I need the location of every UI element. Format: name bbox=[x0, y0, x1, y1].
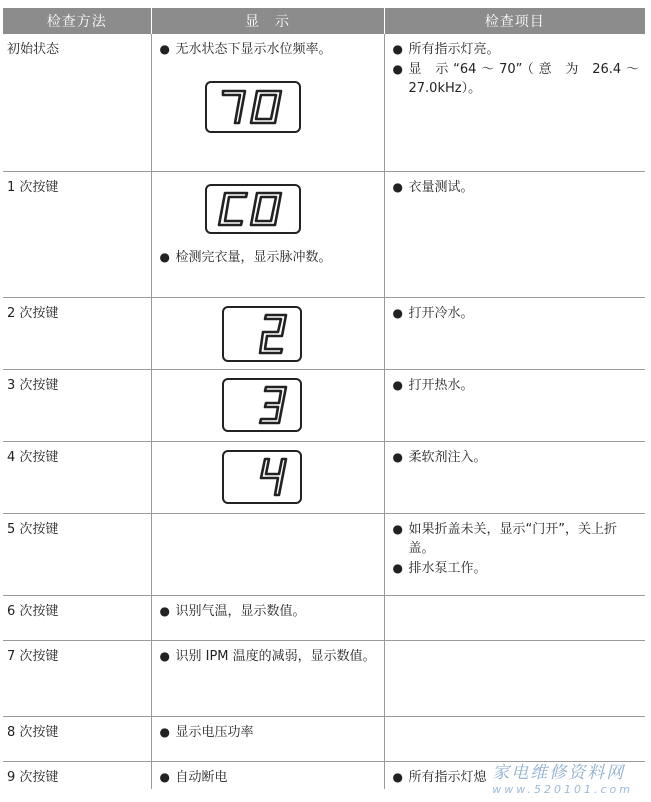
check-cell bbox=[384, 171, 645, 297]
list-item: ● 打开冷水。 bbox=[391, 304, 640, 323]
list-item: ● 显 示“64～70”（意 为 26.4～27.0kHz）。 bbox=[391, 60, 640, 98]
table-row bbox=[3, 441, 645, 513]
lcd-display bbox=[205, 81, 301, 133]
table-row bbox=[3, 513, 645, 595]
table-row bbox=[3, 297, 645, 369]
method-cell: 初始状态 bbox=[3, 34, 151, 171]
list-item: ● 识别 IPM 温度的减弱，显示数值。 bbox=[158, 647, 378, 666]
lcd-display bbox=[205, 184, 301, 234]
display-cell bbox=[151, 513, 384, 595]
list-item: ● 所有指示灯熄 bbox=[391, 768, 640, 787]
display-cell bbox=[151, 716, 384, 761]
method-cell: 4 次按键 bbox=[3, 441, 151, 513]
display-cell bbox=[151, 640, 384, 716]
method-cell: 7 次按键 bbox=[3, 640, 151, 716]
method-cell: 1 次按键 bbox=[3, 171, 151, 297]
list-item: ● 显示电压功率 bbox=[158, 723, 378, 742]
list-item: ● 无水状态下显示水位频率。 bbox=[158, 40, 378, 59]
method-cell: 6 次按键 bbox=[3, 595, 151, 640]
list-item: ● 检测完衣量，显示脉冲数。 bbox=[158, 248, 378, 267]
table-header-row bbox=[3, 8, 645, 34]
list-item: ● 所有指示灯亮。 bbox=[391, 40, 640, 59]
header-check: 检查项目 bbox=[384, 8, 645, 34]
display-cell bbox=[151, 369, 384, 441]
method-cell: 8 次按键 bbox=[3, 716, 151, 761]
display-cell bbox=[151, 761, 384, 789]
list-item: ● 自动断电 bbox=[158, 768, 378, 787]
table-row bbox=[3, 640, 645, 716]
lcd-digit-2 bbox=[258, 312, 288, 356]
table-row bbox=[3, 716, 645, 761]
method-cell: 3 次按键 bbox=[3, 369, 151, 441]
watermark-url: www.520101.com bbox=[492, 783, 633, 796]
header-method: 检查方法 bbox=[3, 8, 151, 34]
method-cell: 9 次按键 bbox=[3, 761, 151, 789]
lcd-display bbox=[222, 450, 302, 504]
list-item: ● 衣量测试。 bbox=[391, 178, 640, 197]
display-cell bbox=[151, 171, 384, 297]
display-cell bbox=[151, 34, 384, 171]
watermark-text: 家电维修资料网 bbox=[492, 763, 626, 783]
inspection-table bbox=[3, 8, 645, 789]
display-cell bbox=[151, 595, 384, 640]
table-row bbox=[3, 369, 645, 441]
display-cell bbox=[151, 441, 384, 513]
check-cell bbox=[384, 441, 645, 513]
header-display: 显 示 bbox=[151, 8, 384, 34]
list-item: ● 排水泵工作。 bbox=[391, 559, 640, 578]
check-cell bbox=[384, 513, 645, 595]
lcd-display bbox=[222, 306, 302, 362]
lcd-digits-70 bbox=[215, 87, 291, 127]
method-cell: 5 次按键 bbox=[3, 513, 151, 595]
lcd-digit-4 bbox=[258, 456, 288, 498]
check-cell bbox=[384, 297, 645, 369]
list-item: ● 识别气温，显示数值。 bbox=[158, 602, 378, 621]
check-cell bbox=[384, 369, 645, 441]
lcd-digit-3 bbox=[258, 384, 288, 426]
lcd-display bbox=[222, 378, 302, 432]
check-cell bbox=[384, 34, 645, 171]
table-row bbox=[3, 595, 645, 640]
display-cell bbox=[151, 297, 384, 369]
method-cell: 2 次按键 bbox=[3, 297, 151, 369]
list-item: ● 如果折盖未关，显示“门开”，关上折盖。 bbox=[391, 520, 640, 558]
site-watermark bbox=[492, 758, 633, 796]
check-cell bbox=[384, 716, 645, 761]
list-item: ● 柔软剂注入。 bbox=[391, 448, 640, 467]
table-row bbox=[3, 34, 645, 171]
table-row bbox=[3, 171, 645, 297]
lcd-digits-c0 bbox=[215, 189, 291, 229]
check-cell bbox=[384, 595, 645, 640]
check-cell bbox=[384, 640, 645, 716]
list-item: ● 打开热水。 bbox=[391, 376, 640, 395]
